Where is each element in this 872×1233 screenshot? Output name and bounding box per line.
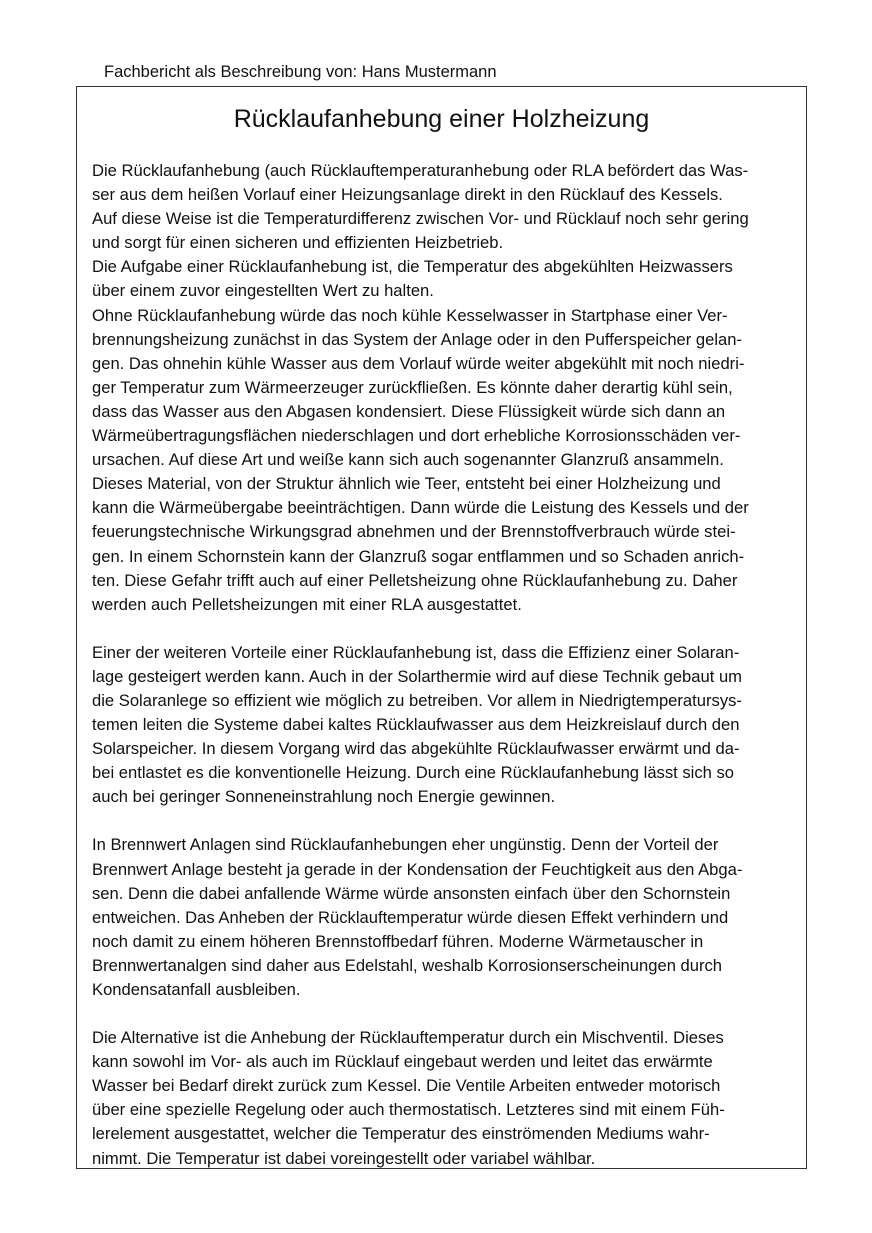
text-line: ger Temperatur zum Wärmeerzeuger zurückfließen. Es könnte daher derartig kühl sein, (92, 377, 733, 397)
text-line: brennungsheizung zunächst in das System der Anlage oder in den Pufferspeicher gelan- (92, 329, 743, 349)
text-line: gen. Das ohnehin kühle Wasser aus dem Vorlauf würde weiter abgekühlt mit noch niedri- (92, 353, 745, 373)
text-line: gen. In einem Schornstein kann der Glanzruß sogar entflammen und so Schaden anrich- (92, 546, 745, 566)
text-line: entweichen. Das Anheben der Rücklauftemperatur würde diesen Effekt verhindern und (92, 907, 729, 927)
text-line: Kondensatanfall ausbleiben. (92, 980, 301, 999)
text-line: lerelement ausgestattet, welcher die Temperatur des einströmenden Mediums wahr- (92, 1124, 710, 1144)
text-line: feuerungstechnische Wirkungsgrad abnehmen und der Brennstoffverbrauch würde stei- (92, 522, 736, 542)
text-line: nimmt. Die Temperatur ist dabei voreingestellt oder variabel wählbar. (92, 1148, 596, 1168)
text-line: Auf diese Weise ist die Temperaturdifferenz zwischen Vor- und Rücklauf noch sehr gering (92, 209, 749, 229)
paragraph-brennwert (92, 833, 797, 1002)
document-body (92, 159, 797, 1171)
text-line: In Brennwert Anlagen sind Rücklaufanhebungen eher ungünstig. Denn der Vorteil der (92, 835, 719, 855)
text-line: temen leiten die Systeme dabei kaltes Rücklaufwasser aus dem Heizkreislauf durch den (92, 715, 740, 735)
text-line: über eine spezielle Regelung oder auch thermostatisch. Letzteres sind mit einem Füh- (92, 1100, 725, 1120)
text-line: ursachen. Auf diese Art und weiße kann sich auch sogenannter Glanzruß ansammeln. (92, 450, 724, 470)
text-line: auch bei geringer Sonneneinstrahlung noch Energie gewinnen. (92, 787, 556, 807)
report-frame (76, 86, 807, 1169)
text-line: Wasser bei Bedarf direkt zurück zum Kessel. Die Ventile Arbeiten entweder motorisch (92, 1076, 721, 1096)
paragraph-spacer (92, 617, 797, 641)
text-line: werden auch Pelletsheizungen mit einer RLA ausgestattet. (92, 594, 522, 614)
text-line: und sorgt für einen sicheren und effizienten Heizbetrieb. (92, 233, 504, 253)
paragraph-solar (92, 641, 797, 810)
text-line: kann die Wärmeübergabe beeinträchtigen. Dann würde die Leistung des Kessels und der (92, 498, 749, 518)
text-line: Einer der weiteren Vorteile einer Rücklaufanhebung ist, dass die Effizienz einer Solaran- (92, 642, 740, 662)
text-line: Brennwertanalgen sind daher aus Edelstahl, weshalb Korrosionserscheinungen durch (92, 955, 723, 975)
text-line: Die Rücklaufanhebung (auch Rücklauftemperaturanhebung oder RLA befördert das Was- (92, 161, 749, 180)
text-line: bei entlastet es die konventionelle Heizung. Durch eine Rücklaufanhebung lässt sich so (92, 763, 735, 783)
paragraph-spacer (92, 1002, 797, 1026)
text-line: die Solaranlege so effizient wie möglich zu betreiben. Vor allem in Niedrigtemperatursys- (92, 690, 742, 710)
text-line: ser aus dem heißen Vorlauf einer Heizungsanlage direkt in den Rücklauf des Kessels. (92, 185, 723, 205)
text-line: sen. Denn die dabei anfallende Wärme würde ansonsten einfach über den Schornstein (92, 883, 731, 903)
author-byline: Fachbericht als Beschreibung von: Hans Mustermann (104, 63, 497, 81)
paragraph-spacer (92, 809, 797, 833)
text-line: über einem zuvor eingestellten Wert zu halten. (92, 281, 434, 301)
text-line: Ohne Rücklaufanhebung würde das noch kühle Kesselwasser in Startphase einer Ver- (92, 305, 728, 325)
text-line: Solarspeicher. In diesem Vorgang wird das abgekühlte Rücklaufwasser erwärmt und da- (92, 739, 740, 759)
text-line: kann sowohl im Vor- als auch im Rücklauf eingebaut werden und leitet das erwärmte (92, 1052, 713, 1072)
text-line: noch damit zu einem höheren Brennstoffbedarf führen. Moderne Wärmetauscher in (92, 931, 704, 951)
document-title: Rücklaufanhebung einer Holzheizung (233, 105, 650, 133)
text-line: Dieses Material, von der Struktur ähnlich wie Teer, entsteht bei einer Holzheizung und (92, 474, 721, 494)
text-line: Wärmeübertragungsflächen niederschlagen und dort erhebliche Korrosionsschäden ver- (92, 426, 741, 446)
text-line: lage gesteigert werden kann. Auch in der Solarthermie wird auf diese Technik gebaut um (92, 666, 742, 686)
text-line: Die Aufgabe einer Rücklaufanhebung ist, die Temperatur des abgekühlten Heizwassers (92, 257, 733, 277)
text-line: Brennwert Anlage besteht ja gerade in der Kondensation der Feuchtigkeit aus den Abga- (92, 859, 743, 879)
paragraph-mischventil (92, 1026, 797, 1171)
text-line: dass das Wasser aus den Abgasen kondensiert. Diese Flüssigkeit würde sich dann an (92, 401, 726, 421)
paragraph-intro (92, 159, 797, 617)
text-line: ten. Diese Gefahr trifft auch auf einer Pelletsheizung ohne Rücklaufanhebung zu. Daher (92, 570, 738, 590)
text-line: Die Alternative ist die Anhebung der Rücklauftemperatur durch ein Mischventil. Dieses (92, 1028, 724, 1048)
